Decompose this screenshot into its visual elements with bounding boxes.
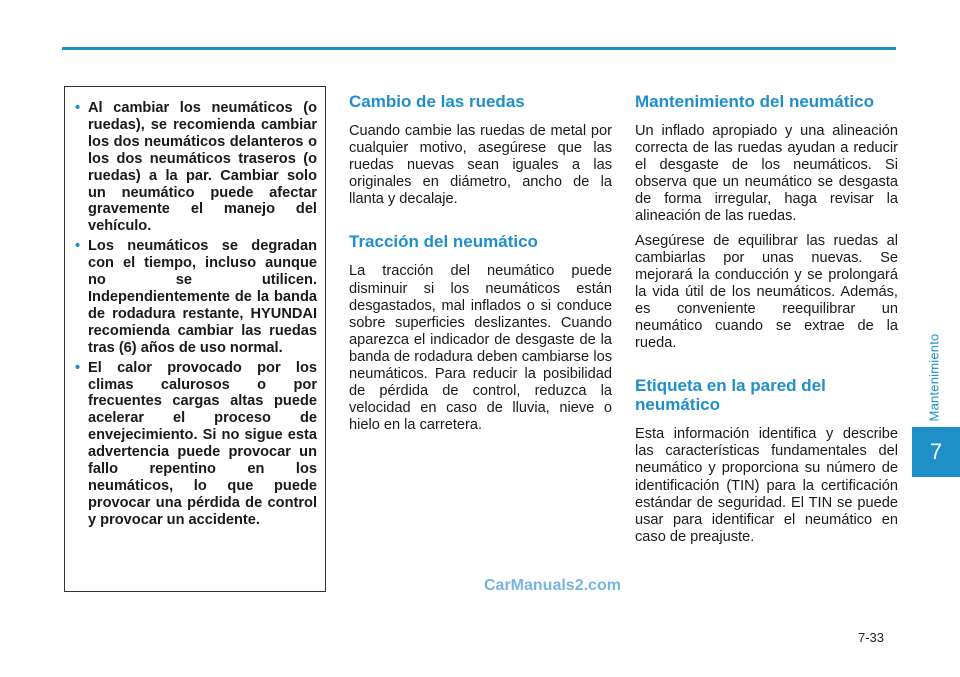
section-paragraph: Asegúrese de equilibrar las ruedas al cambiarlas por unas nuevas. Se mejorará la conducción y se prolongará la vida útil de los neumáticos. Además, es conveniente reequilibrar un neumático cuando se extrae de la rueda. [635, 232, 898, 352]
warning-box [64, 86, 326, 592]
chapter-side-label: Mantenimiento [926, 333, 942, 422]
section-heading-sidewall-label: Etiqueta en la pared del neumático [635, 376, 826, 415]
header-rule [62, 47, 896, 50]
middle-column [349, 92, 612, 441]
section-paragraph: Esta información identifica y describe las características fundamentales del neumático y proporciona su número de identificación (TIN) para la certificación estándar de seguridad. El TIN se puede usar para identificar el neumático en caso de preajuste. [635, 426, 898, 545]
section-heading-wheel-change: Cambio de las ruedas [349, 92, 525, 111]
page-number: 7-33 [858, 630, 885, 645]
right-column [635, 92, 898, 553]
warning-bullet: • Los neumáticos se degradan con el tiempo, incluso aunque no se utilicen. Independientemente de la banda de rodadura restante, HYUNDAI recomienda cambiar las ruedas tras (6) años de uso normal. [75, 238, 317, 356]
warning-bullet: • Al cambiar los neumáticos (o ruedas), se recomienda cambiar los dos neumáticos delanteros o los dos neumáticos traseros (o ruedas) a la par. Cambiar solo un neumático puede afectar gravemente el manejo del vehículo. [75, 100, 317, 235]
bullet-icon: • [75, 238, 81, 255]
bullet-icon: • [75, 359, 81, 376]
section-paragraph: Un inflado apropiado y una alineación correcta de las ruedas ayudan a reducir el desgaste de los neumáticos. Si observa que un neumático se desgasta de forma irregular, haga revisar la alineación de las ruedas. [635, 123, 898, 225]
warning-bullet: • El calor provocado por los climas calurosos o por frecuentes cargas altas puede acelerar el proceso de envejecimiento. Si no sigue esta advertencia puede provocar un fallo repentino en los neumáticos, lo que puede provocar una pérdida de control y provocar un accidente. [75, 359, 317, 528]
section-paragraph: Cuando cambie las ruedas de metal por cualquier motivo, asegúrese que las ruedas nuevas sean iguales a las originales en diámetro, ancho de la llanta y decalaje. [349, 123, 612, 208]
section-heading-traction: Tracción del neumático [349, 232, 538, 252]
section-paragraph: La tracción del neumático puede disminuir si los neumáticos están desgastados, mal inflados o si conduce sobre superficies deslizantes. Cuando aparezca el indicador de desgaste de la banda de rodadura deben cambiarse los neumáticos. Para reducir la posibilidad de pérdida de control, reduzca la velocidad en caso de lluvia, nieve o hielo en la carretera. [349, 263, 612, 434]
section-heading-maintenance: Mantenimiento del neumático [635, 92, 874, 111]
warning-list [75, 100, 317, 529]
chapter-tab[interactable]: 7 [912, 427, 960, 477]
bullet-icon: • [75, 100, 81, 116]
watermark: CarManuals2.com [484, 577, 621, 594]
